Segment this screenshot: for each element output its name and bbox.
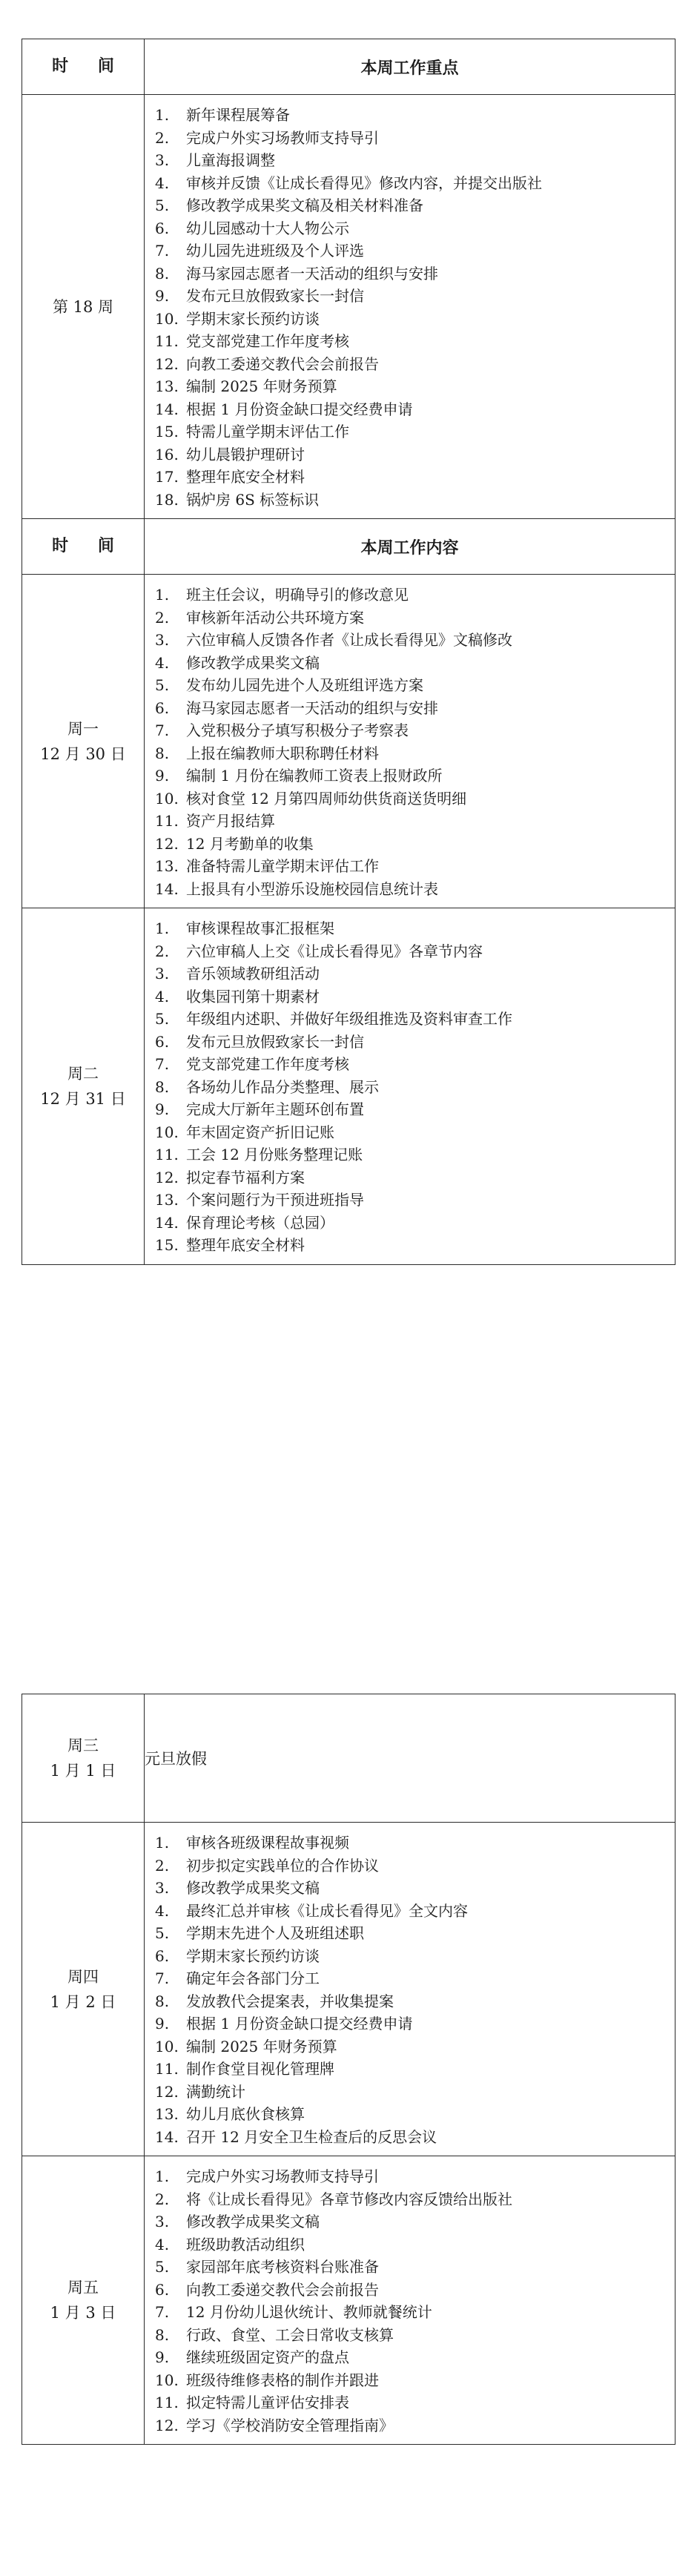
list-item — [155, 353, 675, 376]
item-number: 2. — [155, 2190, 170, 2208]
item-number: 7. — [155, 1969, 170, 1987]
item-text: 上报具有小型游乐设施校园信息统计表 — [186, 879, 438, 898]
item-number: 10. — [155, 1123, 179, 1141]
list-item — [155, 742, 675, 765]
item-number: 12. — [155, 2082, 179, 2101]
week-label: 第 18 周 — [22, 95, 145, 519]
item-number: 9. — [155, 767, 170, 785]
day-row-tuesday — [22, 908, 675, 1265]
list-item — [155, 2233, 675, 2256]
list-item — [155, 194, 675, 217]
item-number: 5. — [155, 2258, 170, 2276]
item-text: 保育理论考核（总园） — [186, 1213, 334, 1232]
date: 1 月 2 日 — [50, 1992, 116, 2011]
item-number: 9. — [155, 287, 170, 305]
item-text: 儿童海报调整 — [186, 151, 275, 169]
list-item — [155, 217, 675, 240]
item-number: 13. — [155, 857, 179, 875]
item-text: 拟定特需儿童评估安排表 — [186, 2394, 349, 2411]
time-header: 时 间 — [22, 39, 145, 95]
item-number: 1. — [155, 1834, 170, 1852]
item-text: 党支部党建工作年度考核 — [186, 1055, 349, 1073]
item-text: 审核各班级课程故事视频 — [186, 1834, 349, 1852]
item-text: 修改教学成果奖文稿 — [186, 653, 320, 672]
item-text: 班级助教活动组织 — [186, 2235, 305, 2253]
item-text: 班级待维修表格的制作并跟进 — [186, 2371, 379, 2389]
weekday: 周一 — [67, 719, 99, 738]
list-item — [155, 1166, 675, 1189]
item-text: 编制 1 月份在编教师工资表上报财政所 — [186, 767, 443, 785]
item-number: 16. — [155, 445, 179, 463]
list-item — [155, 2165, 675, 2188]
item-number: 2. — [155, 1856, 170, 1875]
time-header-2: 时 间 — [22, 519, 145, 575]
item-text: 学期末先进个人及班组述职 — [186, 1924, 364, 1942]
list-item — [155, 962, 675, 985]
date: 1 月 1 日 — [50, 1762, 116, 1780]
list-item — [155, 1922, 675, 1945]
list-item — [155, 1143, 675, 1166]
list-item — [155, 2256, 675, 2279]
date: 12 月 31 日 — [40, 1089, 126, 1108]
item-number: 14. — [155, 879, 179, 898]
list-item — [155, 787, 675, 810]
day-label-monday — [22, 575, 145, 908]
item-text: 12 月考勤单的收集 — [186, 834, 314, 853]
day-row-friday — [22, 2156, 675, 2445]
list-item — [155, 1234, 675, 1257]
item-text: 特需儿童学期末评估工作 — [186, 423, 349, 440]
item-number: 9. — [155, 1100, 170, 1118]
item-text: 向教工委递交教代会会前报告 — [186, 2280, 379, 2299]
item-text: 幼儿晨锻护理研讨 — [186, 445, 305, 463]
day-label-thursday — [22, 1823, 145, 2156]
list-item — [155, 285, 675, 308]
list-item — [155, 2103, 675, 2126]
item-number: 2. — [155, 608, 170, 627]
week-focus-table — [22, 39, 675, 1265]
item-number: 6. — [155, 1946, 170, 1965]
item-number: 6. — [155, 699, 170, 717]
item-number: 11. — [155, 2060, 179, 2078]
item-text: 学期末家长预约访谈 — [186, 1946, 320, 1965]
item-text: 幼儿园先进班级及个人评选 — [186, 242, 364, 260]
item-number: 13. — [155, 2105, 179, 2123]
item-number: 5. — [155, 676, 170, 694]
item-number: 3. — [155, 1879, 170, 1897]
list-item — [155, 1945, 675, 1968]
item-text: 完成大厅新年主题环创布置 — [186, 1100, 364, 1118]
list-item — [155, 172, 675, 195]
item-text: 家园部年底考核资料台账准备 — [186, 2258, 379, 2276]
item-text: 学习《学校消防安全管理指南》 — [186, 2416, 394, 2434]
item-number: 3. — [155, 631, 170, 649]
item-number: 14. — [155, 2127, 179, 2146]
list-item — [155, 2058, 675, 2081]
item-number: 1. — [155, 919, 170, 937]
item-text: 六位审稿人上交《让成长看得见》各章节内容 — [186, 942, 483, 960]
item-number: 11. — [155, 1146, 179, 1163]
item-text: 整理年底安全材料 — [186, 468, 305, 486]
list-item — [155, 855, 675, 878]
item-text: 根据 1 月份资金缺口提交经费申请 — [186, 400, 413, 418]
list-item — [155, 149, 675, 172]
weekday: 周四 — [67, 1967, 99, 1986]
item-number: 5. — [155, 1924, 170, 1942]
list-item — [155, 420, 675, 443]
item-number: 4. — [155, 987, 170, 1005]
item-text: 初步拟定实践单位的合作协议 — [186, 1856, 379, 1875]
list-item — [155, 1008, 675, 1031]
list-item — [155, 917, 675, 940]
list-item — [155, 2035, 675, 2058]
item-number: 12. — [155, 354, 179, 373]
item-number: 14. — [155, 400, 179, 418]
list-item — [155, 1053, 675, 1076]
item-text: 修改教学成果奖文稿 — [186, 1879, 320, 1897]
item-number: 10. — [155, 789, 179, 808]
item-text: 核对食堂 12 月第四周师幼供货商送货明细 — [186, 789, 467, 808]
item-number: 12. — [155, 2416, 179, 2434]
list-item — [155, 127, 675, 150]
list-item — [155, 2391, 675, 2414]
list-item — [155, 1031, 675, 1054]
item-text: 满勤统计 — [186, 2082, 245, 2101]
item-text: 幼儿月底伙食核算 — [186, 2105, 305, 2123]
item-number: 11. — [155, 812, 179, 830]
list-item — [155, 697, 675, 720]
list-item — [155, 375, 675, 398]
item-number: 6. — [155, 1032, 170, 1051]
item-number: 15. — [155, 1236, 179, 1254]
item-number: 12. — [155, 834, 179, 853]
list-item — [155, 985, 675, 1008]
focus-header: 本周工作重点 — [145, 39, 675, 95]
item-number: 4. — [155, 2235, 170, 2253]
content-header-row — [22, 519, 675, 575]
list-item — [155, 2279, 675, 2302]
item-text: 个案问题行为干预进班指导 — [186, 1191, 364, 1209]
list-item — [155, 1212, 675, 1235]
list-item — [155, 104, 675, 127]
day-items-monday — [145, 575, 675, 908]
item-text: 修改教学成果奖文稿 — [186, 2213, 320, 2230]
item-number: 15. — [155, 423, 179, 440]
item-text: 新年课程展筹备 — [186, 106, 290, 124]
list-item — [155, 1189, 675, 1212]
focus-items-cell — [145, 95, 675, 519]
list-item — [155, 2210, 675, 2233]
item-text: 收集园刊第十期素材 — [186, 987, 320, 1005]
item-text: 海马家园志愿者一天活动的组织与安排 — [186, 264, 438, 283]
item-number: 1. — [155, 586, 170, 604]
item-text: 审核课程故事汇报框架 — [186, 919, 334, 937]
day-label-wednesday — [22, 1694, 145, 1823]
list-item — [155, 2369, 675, 2392]
list-item — [155, 1990, 675, 2013]
list-item — [155, 607, 675, 630]
list-item — [155, 584, 675, 607]
item-text: 音乐领域教研组活动 — [186, 965, 320, 982]
item-text: 班主任会议，明确导引的修改意见 — [186, 586, 409, 604]
list-item — [155, 1832, 675, 1855]
item-text: 年级组内述职、并做好年级组推选及资料审查工作 — [186, 1010, 512, 1028]
item-number: 4. — [155, 174, 170, 192]
item-text: 向教工委递交教代会会前报告 — [186, 354, 379, 373]
day-label-tuesday — [22, 908, 145, 1265]
day-items-thursday — [145, 1823, 675, 2156]
list-item — [155, 2081, 675, 2104]
list-item — [155, 1076, 675, 1099]
list-item — [155, 629, 675, 652]
item-text: 幼儿园感动十大人物公示 — [186, 219, 349, 237]
day-row-wednesday — [22, 1694, 675, 1823]
item-number: 8. — [155, 744, 170, 762]
week-focus-row — [22, 95, 675, 519]
item-text: 党支部党建工作年度考核 — [186, 332, 349, 350]
list-item — [155, 2414, 675, 2437]
item-number: 11. — [155, 332, 179, 350]
list-item — [155, 1098, 675, 1121]
item-number: 10. — [155, 2371, 179, 2389]
item-number: 8. — [155, 264, 170, 283]
item-number: 14. — [155, 1213, 179, 1232]
item-number: 13. — [155, 377, 179, 395]
list-item — [155, 1877, 675, 1900]
item-number: 3. — [155, 2213, 170, 2230]
item-number: 8. — [155, 2325, 170, 2344]
item-text: 继续班级固定资产的盘点 — [186, 2348, 349, 2366]
item-number: 4. — [155, 653, 170, 672]
item-number: 8. — [155, 1992, 170, 2010]
item-text: 工会 12 月份账务整理记账 — [186, 1146, 363, 1163]
item-text: 召开 12 月安全卫生检查后的反思会议 — [186, 2127, 437, 2146]
item-text: 行政、食堂、工会日常收支核算 — [186, 2325, 394, 2344]
item-text: 锅炉房 6S 标签标识 — [186, 490, 320, 509]
list-item — [155, 443, 675, 466]
item-text: 整理年底安全材料 — [186, 1236, 305, 1254]
item-text: 将《让成长看得见》各章节修改内容反馈给出版社 — [186, 2190, 512, 2208]
item-text: 编制 2025 年财务预算 — [186, 2037, 337, 2055]
content-header: 本周工作内容 — [145, 519, 675, 575]
item-text: 发布幼儿园先进个人及班组评选方案 — [186, 676, 423, 694]
list-item — [155, 2012, 675, 2035]
list-item — [155, 833, 675, 856]
date: 1 月 3 日 — [50, 2304, 116, 2322]
list-item — [155, 940, 675, 963]
item-number: 13. — [155, 1191, 179, 1209]
item-text: 学期末家长预约访谈 — [186, 309, 320, 328]
list-item — [155, 262, 675, 285]
list-item — [155, 719, 675, 742]
item-text: 完成户外实习场教师支持导引 — [186, 2167, 379, 2185]
list-item — [155, 2324, 675, 2347]
list-item — [155, 674, 675, 697]
list-item — [155, 330, 675, 353]
item-text: 审核并反馈《让成长看得见》修改内容，并提交出版社 — [186, 174, 542, 192]
item-text: 根据 1 月份资金缺口提交经费申请 — [186, 2015, 413, 2032]
week-content-table-2 — [22, 1694, 675, 2445]
item-number: 8. — [155, 1077, 170, 1096]
list-item — [155, 2301, 675, 2324]
item-text: 完成户外实习场教师支持导引 — [186, 128, 379, 147]
day-items-tuesday — [145, 908, 675, 1265]
item-text: 制作食堂目视化管理牌 — [186, 2060, 334, 2078]
item-number: 7. — [155, 2303, 170, 2321]
holiday-text: 元旦放假 — [145, 1694, 675, 1823]
item-number: 2. — [155, 128, 170, 147]
item-number: 9. — [155, 2348, 170, 2366]
item-text: 审核新年活动公共环境方案 — [186, 608, 364, 627]
item-text: 准备特需儿童学期末评估工作 — [186, 857, 379, 875]
item-text: 入党积极分子填写积极分子考察表 — [186, 721, 409, 739]
item-number: 18. — [155, 490, 179, 509]
day-label-friday — [22, 2156, 145, 2445]
list-item — [155, 2126, 675, 2149]
item-number: 5. — [155, 196, 170, 214]
item-number: 10. — [155, 2037, 179, 2055]
list-item — [155, 1900, 675, 1923]
item-text: 发放教代会提案表，并收集提案 — [186, 1992, 394, 2010]
list-item — [155, 240, 675, 262]
day-row-thursday — [22, 1823, 675, 2156]
weekday: 周三 — [67, 1737, 99, 1754]
item-number: 6. — [155, 219, 170, 237]
item-text: 年末固定资产折旧记账 — [186, 1123, 334, 1141]
list-item — [155, 878, 675, 901]
item-number: 4. — [155, 1901, 170, 1920]
item-text: 最终汇总并审核《让成长看得见》全文内容 — [186, 1901, 468, 1920]
item-text: 资产月报结算 — [186, 812, 275, 830]
list-item — [155, 1967, 675, 1990]
list-item — [155, 1855, 675, 1877]
list-item — [155, 398, 675, 421]
day-items-friday — [145, 2156, 675, 2445]
item-number: 10. — [155, 309, 179, 328]
list-item — [155, 2346, 675, 2369]
date: 12 月 30 日 — [40, 744, 126, 763]
item-number: 3. — [155, 151, 170, 169]
item-number: 5. — [155, 1010, 170, 1028]
item-text: 发布元旦放假致家长一封信 — [186, 1032, 364, 1051]
item-number: 17. — [155, 468, 179, 486]
item-number: 1. — [155, 2167, 170, 2185]
item-text: 确定年会各部门分工 — [186, 1969, 320, 1987]
list-item — [155, 308, 675, 331]
list-item — [155, 1121, 675, 1144]
day-row-monday — [22, 575, 675, 908]
item-number: 6. — [155, 2280, 170, 2299]
list-item — [155, 652, 675, 675]
item-number: 7. — [155, 721, 170, 739]
list-item — [155, 489, 675, 512]
item-text: 各场幼儿作品分类整理、展示 — [186, 1077, 379, 1096]
item-number: 1. — [155, 106, 170, 124]
item-text: 上报在编教师大职称聘任材料 — [186, 744, 379, 762]
item-number: 7. — [155, 242, 170, 260]
list-item — [155, 810, 675, 833]
item-text: 12 月份幼儿退伙统计、教师就餐统计 — [186, 2303, 432, 2321]
item-text: 发布元旦放假致家长一封信 — [186, 287, 364, 305]
weekday: 周五 — [67, 2279, 99, 2296]
item-text: 海马家园志愿者一天活动的组织与安排 — [186, 699, 438, 717]
item-number: 11. — [155, 2394, 179, 2411]
item-text: 六位审稿人反馈各作者《让成长看得见》文稿修改 — [186, 631, 512, 649]
item-text: 修改教学成果奖文稿及相关材料准备 — [186, 196, 423, 214]
item-text: 编制 2025 年财务预算 — [186, 377, 337, 395]
item-number: 7. — [155, 1055, 170, 1073]
item-number: 3. — [155, 965, 170, 982]
item-text: 拟定春节福利方案 — [186, 1168, 305, 1186]
item-number: 12. — [155, 1168, 179, 1186]
weekday: 周二 — [67, 1064, 99, 1083]
list-item — [155, 764, 675, 787]
item-number: 2. — [155, 942, 170, 960]
focus-header-row — [22, 39, 675, 95]
list-item — [155, 2188, 675, 2211]
list-item — [155, 466, 675, 489]
item-number: 9. — [155, 2015, 170, 2032]
